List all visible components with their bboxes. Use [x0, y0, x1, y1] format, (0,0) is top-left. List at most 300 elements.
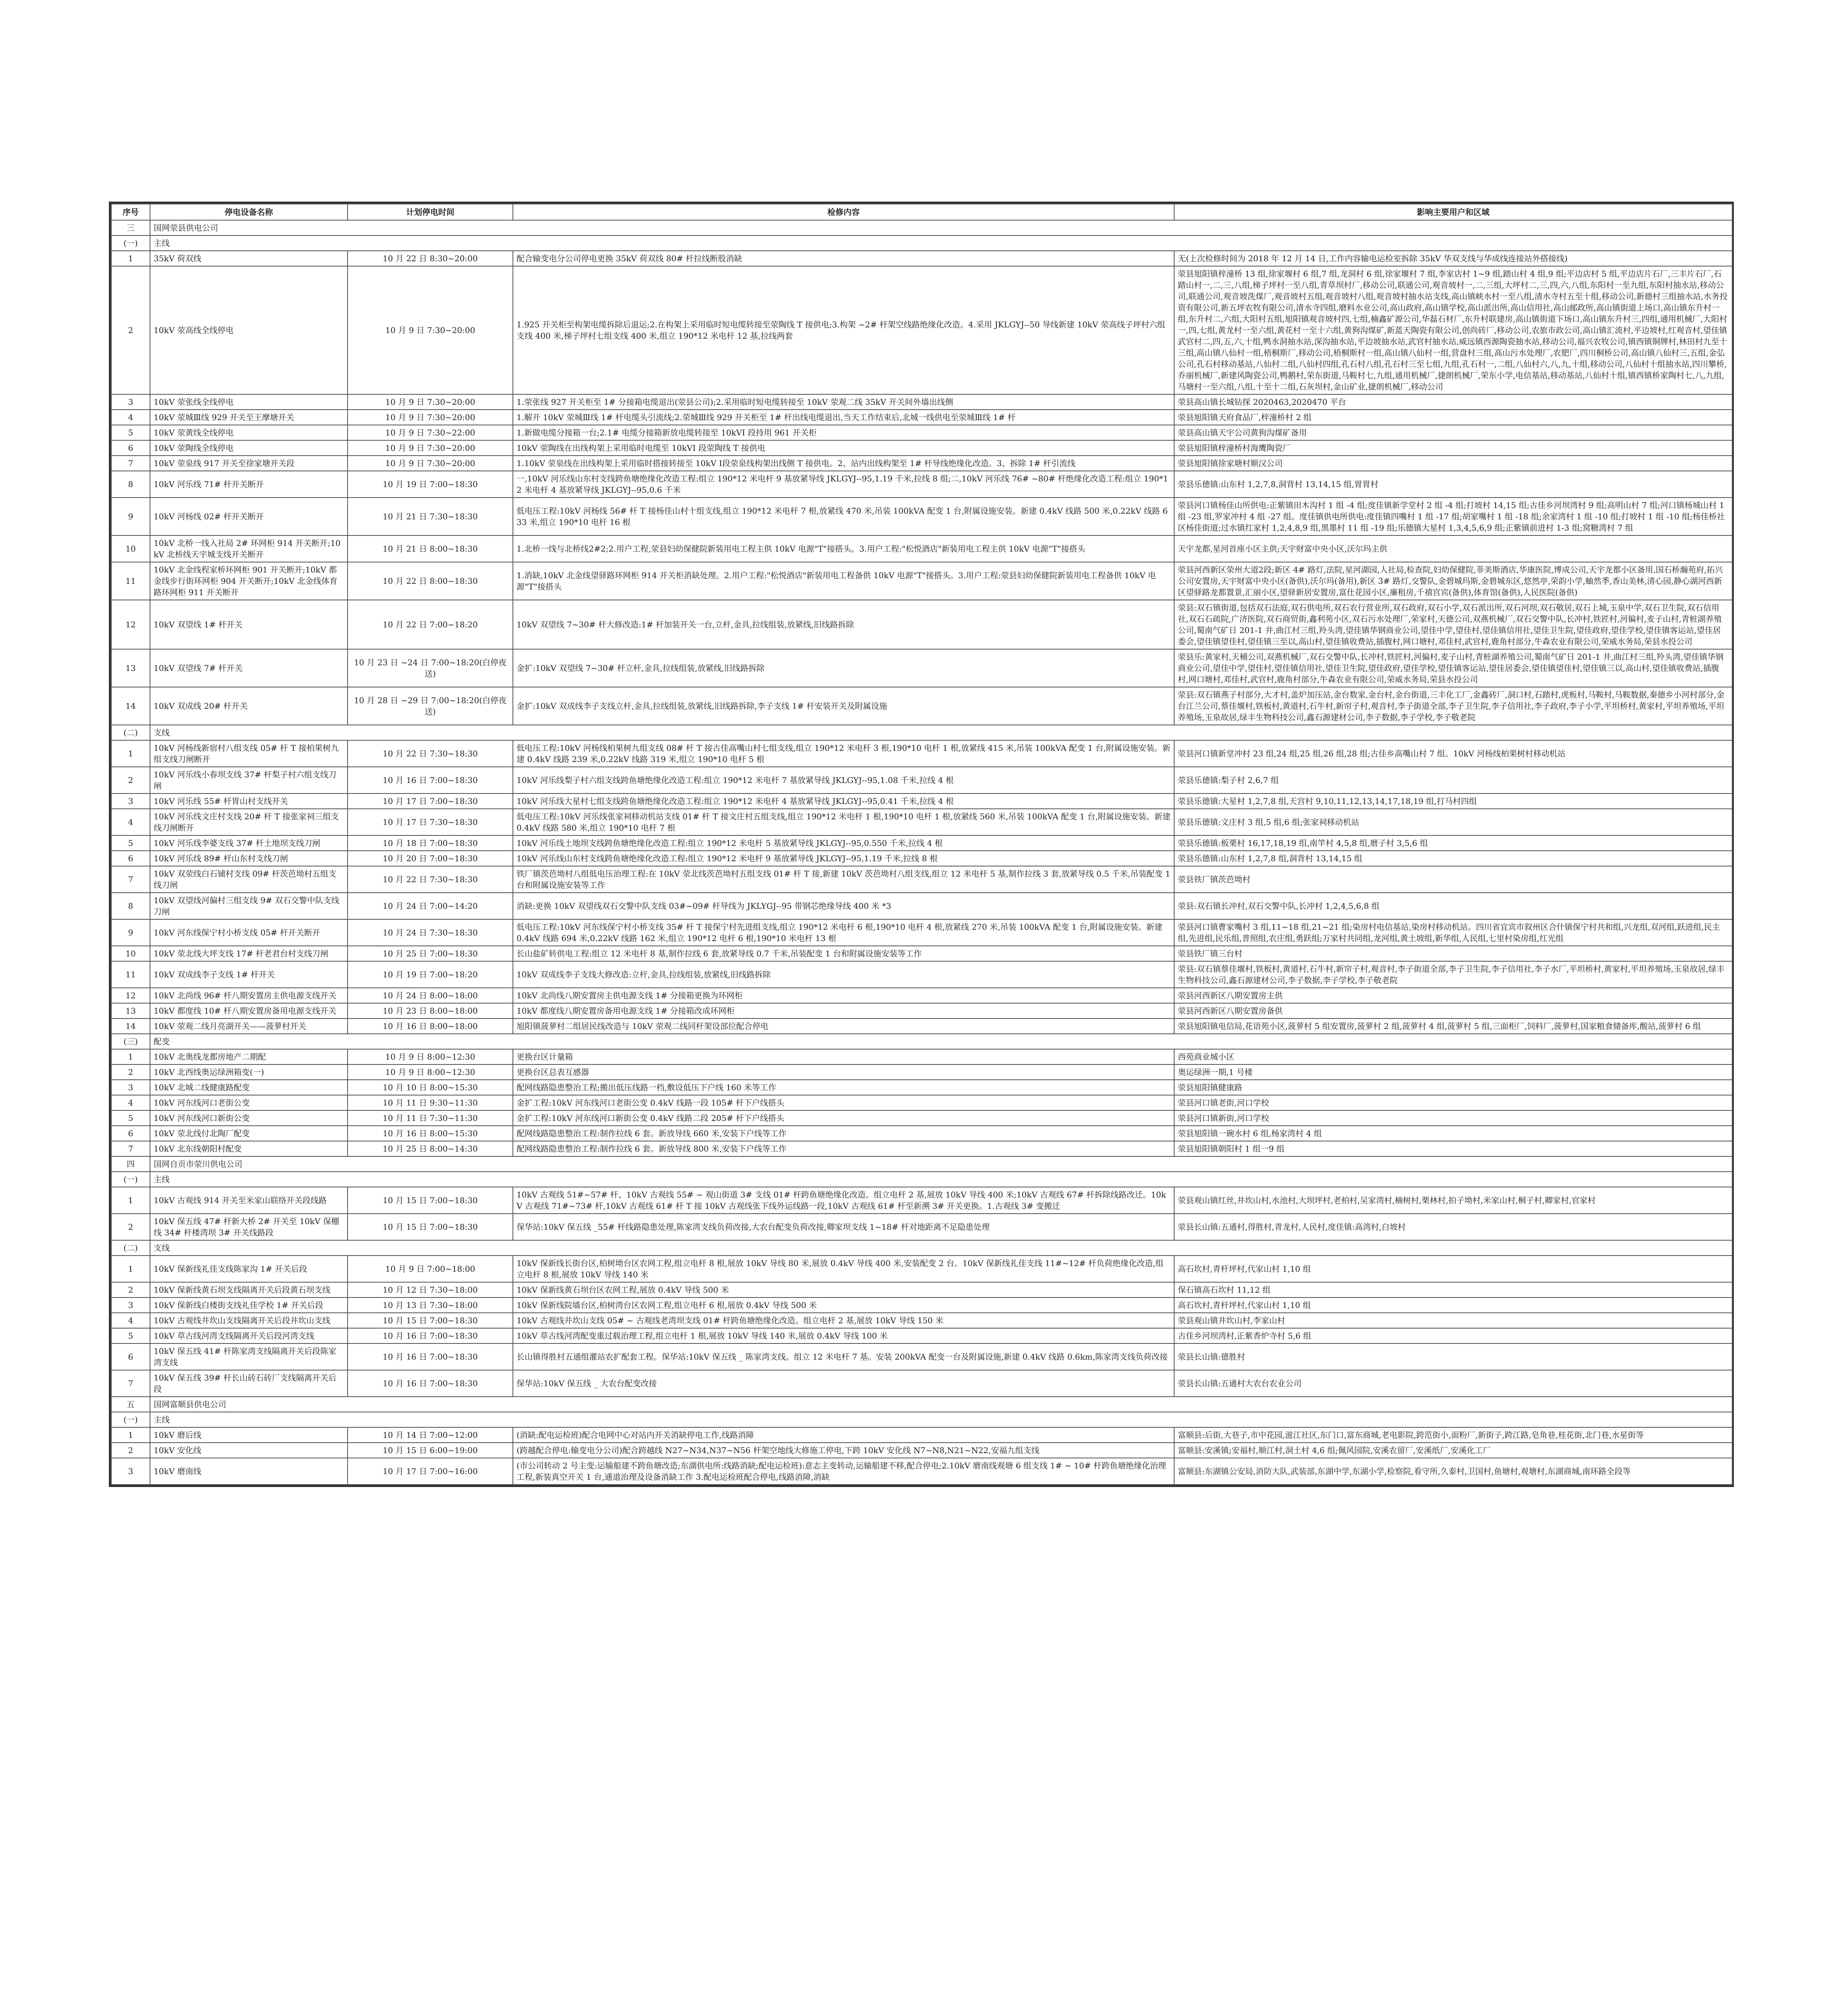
cell-time: 10 月 9 日 7:30~20:00	[348, 394, 513, 410]
cell-work: 10kV 保新线黄石坝台区农网工程,展放 0.4kV 导线 500 米	[513, 1282, 1174, 1297]
section-index: 五	[111, 1397, 150, 1412]
cell-time: 10 月 9 日 7:30~20:00	[348, 266, 513, 394]
table-row	[111, 1370, 1732, 1397]
cell-device: 10kV 荥张线全线停电	[150, 394, 348, 410]
subsection-row	[111, 1172, 1732, 1187]
cell-affected: 古佳乡河坝湾村,正紫香炉寺村 5,6 组	[1174, 1328, 1732, 1343]
cell-affected: 荥县旭阳镇梓潼桥村海鹰陶瓷厂	[1174, 440, 1732, 456]
cell-work: 10kV 河乐线梨子村六组支线跨鱼塘绝缘化改造工程:组立 190*12 米电杆 7 基放紧导线 JKLGYJ--95,1.08 千米,拉线 4 根	[513, 767, 1174, 793]
cell-time: 10 月 14 日 7:00~12:00	[348, 1427, 513, 1443]
cell-time: 10 月 16 日 7:00~18:30	[348, 1328, 513, 1343]
cell-device: 10kV 双成线李子支线 1# 杆开关	[150, 961, 348, 988]
cell-affected: 荥县旭阳镇天府食品厂,梓潼桥村 2 组	[1174, 410, 1732, 425]
cell-time: 10 月 22 日 7:30~18:30	[348, 740, 513, 767]
cell-device: 10kV 保五线 41# 杆陈家湾支线隔离开关后段陈家湾支线	[150, 1343, 348, 1370]
cell-time: 10 月 18 日 7:00~18:30	[348, 835, 513, 851]
subsection-row	[111, 1412, 1732, 1427]
cell-affected: 荥县河西新区八期安置房主供	[1174, 988, 1732, 1003]
cell-affected: 荥县:双石镇蔡佳堰村,铁板村,黄道村,石牛村,新帘子村,观音村,李子街道全部,李子卫生院,李子信用社,李子水厂,平坦桥村,黄家村,平坦养殖场,玉泉故居,绿丰生物科技公司,鑫石源建材公司,李子数据,李子学校,李子敬老院	[1174, 961, 1732, 988]
cell-device: 10kV 保新线白楼街支线礼佳学校 1# 开关后段	[150, 1297, 348, 1313]
cell-time: 10 月 23 日 ~24 日 7:00~18:20(白停夜送)	[348, 649, 513, 687]
cell-work: 10kV 古观线 51#~57# 杆、10kV 古观线 55# ~ 观山街道 3# 支线 01# 杆跨鱼塘绝缘化改造。组立电杆 2 基,展放 10kV 导线 400 米;10kV 古观线 67# 杆拆除线路改迁。10kV 古观线 71#~73# 杆,10kV 古观线 61# 杆 T 接 10kV 古观线张下线外运线路一段,10kV 古观线 61# 杆至新溯 3# 开关更换。1.古观线 3# 变搬迁	[513, 1187, 1174, 1214]
cell-device: 10kV 河东线保宁村小桥支线 05# 杆开关断开	[150, 919, 348, 946]
cell-work: 10kV 都度线八期安置房备用电源支线 1# 分接箱改成环网柜	[513, 1003, 1174, 1018]
cell-time: 10 月 16 日 7:00~18:30	[348, 767, 513, 793]
cell-index: 10	[111, 535, 150, 562]
cell-work: 10kV 河乐线山东村支线跨鱼塘绝缘化改造工程:组立 190*12 米电杆 9 基放紧导线 JKLGYJ--95,1.19 千米,拉线 8 根	[513, 851, 1174, 866]
cell-work: 一,10kV 河乐线山东村支线跨鱼塘绝缘化改造工程:组立 190*12 米电杆 9 基放紧导线 JKLGYJ--95,1.19 千米,拉线 8 组;二,10kV 河乐线 76# ~80# 杆绝缘化改造工程:组立 190*12 米电杆 4 基放紧导线 JKLGYJ--95,0.6 千米	[513, 471, 1174, 498]
cell-device: 10kV 河乐线 89# 杆山东村支线刀闸	[150, 851, 348, 866]
cell-index: 2	[111, 767, 150, 793]
cell-affected: 荥县乐德镇:山东村 1,2,7,8 组,洞背村 13,14,15 组	[1174, 851, 1732, 866]
header-affected: 影响主要用户和区域	[1174, 204, 1732, 220]
cell-time: 10 月 25 日 8:00~14:30	[348, 1141, 513, 1156]
cell-affected: 荥县旭阳镇健康路	[1174, 1080, 1732, 1095]
cell-work: 1.北桥一线与北桥线2#2;2.用户工程,荥县妇幼保健院新装用电工程主供 10kV 电源"T"接搭头。3.用户工程:"松悦酒店"新装用电工程主供 10kV 电源"T"接搭头	[513, 535, 1174, 562]
cell-index: 6	[111, 1343, 150, 1370]
cell-device: 10kV 荥黄线全线停电	[150, 425, 348, 440]
cell-time: 10 月 12 日 7:30~18:00	[348, 1282, 513, 1297]
table-row	[111, 767, 1732, 793]
cell-affected: 荥县河西新区荥州大道2段;新区 4# 路灯,法院,星河湖园,人社局,检查院,妇幼保健院,菲美斯酒店,华康医院,博成公司,天宇龙都小区备用,国石桥瀚苑府,拓兴公司安置房,天宇财富中央小区(备供),沃尔玛(备用),新区 3# 路灯,交警队,金碧城玛斯,金碧城东区,悠然亭,荣韵小学,蚰然季,香山美林,清心园,静心湖河西新区望驿路龙都置景,汇丽小区,望驿新居安置房,富仕花园小区,廉租房,千禧宫宾(备供),体育馆(备供),人民医院(备供)	[1174, 562, 1732, 600]
cell-work: 金扩:10kV 双望线 7~30# 杆立杆,金具,拉线组装,放紧线,旧线路拆除	[513, 649, 1174, 687]
cell-device: 10kV 荥城Ⅲ线 929 开关至王摩塘开关	[150, 410, 348, 425]
cell-device: 10kV 北奥线龙都房地产二期配	[150, 1049, 348, 1064]
cell-device: 10kV 北尚线 96# 杆八期安置房主供电源支线开关	[150, 988, 348, 1003]
cell-index: 5	[111, 1328, 150, 1343]
table-row	[111, 1064, 1732, 1080]
table-row	[111, 988, 1732, 1003]
cell-work: 1.10kV 荥泉线在出线构架上采用临时搭接转接至 10kV Ⅰ段荥泉线构架出线侧 T 接供电。2、站内出线构架至 1# 杆导线绝缘化改造。3、拆除 1# 杆引流线	[513, 456, 1174, 471]
table-row	[111, 809, 1732, 835]
table-row	[111, 1282, 1732, 1297]
cell-work: 金扩:10kV 双成线李子支线立杆,金具,拉线组装,放紧线,旧线路拆除,李子支线 1# 杆安装开关及附属设施	[513, 687, 1174, 725]
cell-time: 10 月 21 日 8:00~18:30	[348, 535, 513, 562]
table-row	[111, 793, 1732, 809]
cell-affected: 荥县观山镇井坎山村,李家山村	[1174, 1313, 1732, 1328]
table-row	[111, 410, 1732, 425]
table-row	[111, 394, 1732, 410]
cell-work: 低电压工程:10kV 河杨线 56# 杆 T 接杨佳山村十组支线,组立 190*12 米电杆 7 根,放紧线 470 米,吊装 100kVA 配变 1 台,附属设施安装。新建 0.4kV 线路 500 米,0.22kV 线路 633 米,组立 190*10 电杆 16 根	[513, 498, 1174, 535]
cell-work: 1.新做电缆分接箱一台;2.1# 电缆分接箱新放电缆转接至 10kVI 段持用 961 开关柜	[513, 425, 1174, 440]
cell-work: 10kV 保新线长街台区,柏树坳台区农网工程,组立电杆 8 根,展放 10kV 导线 80 米,展放 0.4kV 导线 400 米,安装配变 2 台。10kV 保新线礼佳支线 11#~12# 杆负荷绝缘化改造,组立电杆 8 根,展放 10kV 导线 140 米	[513, 1256, 1174, 1282]
cell-affected: 高石坎村,青杆坪村,代家山村 1,10 组	[1174, 1256, 1732, 1282]
cell-work: 铁厂镇茨芭坳村八组低电压治理工程:在 10kV 荥北线茨芭坳村五组支线 01# 杆 T 接,新建 10kV 茨芭坳村八组支线,组立 12 米电杆 5 基,制作拉线 3 套,放紧导线 0.5 千米,吊装配变 1 台和附属设施安装等工作	[513, 866, 1174, 893]
cell-affected: 西苑商业城小区	[1174, 1049, 1732, 1064]
section-title: 配变	[150, 1034, 1732, 1049]
cell-time: 10 月 15 日 7:00~18:30	[348, 1187, 513, 1214]
cell-affected: 荥县旭阳镇梓潼桥 13 组,徐家堰村 6 组,7 组,龙洞村 6 组,徐家堰村 7 组,李家店村 1~9 组,踏山村 4 组,9 组;平边店村 5 组,平边店片石厂,三丰片石厂,石踏山村一,二,三,八组,梯子坪村一至八组,青草坝村厂,移动公司,联通公司,观音坡村一,二,三组,大坪村二,三,四,六,八组,东阳村一至九组,东阳村抽水站,移动公司,联通公司,观音坡洗煤厂,观音坡村五组,观音坡村八组,观音坡村抽水站支线,高山镇峡水村一至八组,清水寺村五至十组,移动公司,新德村三组抽水站,水务投资有限公司,新五坪农牧有限公司,清水寺四组,磨料水业公司,高山政府,高山镇学校,高山派出所,高山信用社,高山邮政所,高山镇街道上场口,高山镇东升村一组,东升村二,六组,大阳村五组,旭阳镇观音坡村四,七组,楠鑫矿源公司,华磊石材厂,东升村联建房,高山镇街道下场口,高山镇东升村三,四组,通用机械厂,大阳村一,四,七组,黄龙村一至六组,黄花村一至十六组,黄狗沟煤矿,新蓝天陶瓷有限公司,创尚砖厂,移动公司,农旅市政公司,高山镇汇流村,平边坡村,红观音村,望佳镇武官村二,四,五,六,十组,鸭水洞抽水站,深沟抽水站,平边坡抽水站,武官村抽水站,威远镇西源陶瓷抽水站,移动公司,福兴农牧公司,镇西镇铜牌村,林田村九至十三组,高山镇八仙村一组,梧桐斯厂,移动公司,梧桐斯村一组,高山镇八仙村一组,营盘村三组,高山污水处理厂,农肥厂,四川桐桥公司,高山镇八仙村三,五组,金弘公司,孔石村移动基站,八仙村二组,八仙村四组,孔石村八组,孔石村三至七组,九组,孔石村一,二组,八仙村六,八,九,十组,移动公司,八仙村十组抽水站,四川攀桥,乔丽机械厂,新建风陶瓷公司,鸭鹅村,荣东街道,马鞍村七,九组,通用机械厂,捷朗机械厂,荣东小学,电信基站,移动基站,八仙村十组,镇西镇桥家陶村七,八,九组,马塘村一至六组,八组,十至十二组,石灰坝村,金山矿业,捷朗机械厂,移动公司	[1174, 266, 1732, 394]
cell-work: 旭阳镇菠萝村二组居民线改造与 10kV 荥观二线同杆架设部位配合停电	[513, 1018, 1174, 1034]
cell-work: 10kV 河乐线土地坝支线跨鱼塘绝缘化改造工程:组立 190*12 米电杆 5 基放紧导线 JKLGYJ--95,0.550 千米,拉线 4 根	[513, 835, 1174, 851]
cell-device: 10kV 北东线朝阳村配变	[150, 1141, 348, 1156]
cell-index: 3	[111, 394, 150, 410]
cell-device: 10kV 双望线 1# 杆开关	[150, 600, 348, 649]
table-row	[111, 1003, 1732, 1018]
cell-work: 更换台区总表互感器	[513, 1064, 1174, 1080]
cell-time: 10 月 9 日 8:00~12:30	[348, 1049, 513, 1064]
cell-index: 3	[111, 1297, 150, 1313]
cell-affected: 高石坎村,青杆坪村,代家山村 1,10 组	[1174, 1297, 1732, 1313]
header-time: 计划停电时间	[348, 204, 513, 220]
cell-index: 7	[111, 1141, 150, 1156]
cell-work: 长山镇得胜村五通组灌站农扩配套工程。保华站:10kV 保五线 _ 陈家湾支线。组立 12 米电杆 7 基。安装 200kVA 配变一台及附属设施,新建 0.4kV 线路 0.6km,陈家湾支线负荷改接	[513, 1343, 1174, 1370]
cell-time: 10 月 15 日 7:00~18:30	[348, 1214, 513, 1240]
cell-time: 10 月 9 日 7:00~18:00	[348, 1256, 513, 1282]
cell-affected: 荥县观山镇红丝,井坎山村,水池村,大坝坪村,老柏村,吴家湾村,楠树村,栗林村,拍子坳村,米家山村,桐子村,卿家村,官家村	[1174, 1187, 1732, 1214]
cell-work: 1.消缺,10kV 北金线望驿路环网柜 914 开关柜消缺处理。2.用户工程:"松悦酒店"新装用电工程备供 10kV 电源"T"接搭头。3.用户工程:荥县妇幼保健院新装用电工程备供 10kV 电源"T"接搭头	[513, 562, 1174, 600]
cell-device: 10kV 荥泉线 917 开关至徐家塘开关段	[150, 456, 348, 471]
cell-index: 14	[111, 687, 150, 725]
cell-index: 12	[111, 988, 150, 1003]
subsection-row	[111, 725, 1732, 740]
cell-affected: 荥县长山镇:德胜村	[1174, 1343, 1732, 1370]
cell-device: 10kV 磨后线	[150, 1427, 348, 1443]
cell-device: 10kV 荥观二线月亮湖开关——菠萝村开关	[150, 1018, 348, 1034]
table-row	[111, 600, 1732, 649]
section-row	[111, 1156, 1732, 1172]
cell-device: 10kV 双望线河偏村三组支线 9# 双石交警中队支线刀闸	[150, 893, 348, 919]
cell-affected: 荥县高山镇天宇公司黄狗沟煤矿备用	[1174, 425, 1732, 440]
cell-device: 10kV 河乐线李婆支线 37# 杆土地坝支线刀闸	[150, 835, 348, 851]
cell-work: 配网线路隐患整治工程:制作拉线 6 套。新放导线 660 米,安装下户线等工作	[513, 1126, 1174, 1141]
cell-index: 3	[111, 1458, 150, 1485]
section-title: 支线	[150, 1240, 1732, 1256]
cell-index: 1	[111, 1187, 150, 1214]
cell-affected: 荥县河西新区八期安置房备供	[1174, 1003, 1732, 1018]
cell-work: 配网线路隐患整治工程:制作拉线 6 套。新放导线 800 米,安装下户线等工作	[513, 1141, 1174, 1156]
cell-time: 10 月 19 日 7:00~18:30	[348, 471, 513, 498]
section-index: 三	[111, 220, 150, 235]
cell-affected: 荥县河口镇新堂冲村 23 组,24 组,25 组,26 组,28 组;古佳乡高嘴山村 7 组。10kV 河杨线柏果树村移动机站	[1174, 740, 1732, 767]
cell-time: 10 月 11 日 7:30~11:30	[348, 1110, 513, 1126]
cell-time: 10 月 10 日 8:00~15:30	[348, 1080, 513, 1095]
cell-work: 10kV 保新线院墙台区,柏树湾台区农网工程,组立电杆 6 根,展放 0.4kV 导线 500 米	[513, 1297, 1174, 1313]
cell-device: 10kV 河杨线 02# 杆开关断开	[150, 498, 348, 535]
cell-index: 11	[111, 961, 150, 988]
cell-index: 4	[111, 809, 150, 835]
table-row	[111, 1328, 1732, 1343]
cell-time: 10 月 16 日 7:00~18:30	[348, 1370, 513, 1397]
cell-work: 10kV 双成线李子支线大修改造:立杆,金具,拉线组装,放紧线,旧线路拆除	[513, 961, 1174, 988]
cell-affected: 富顺县:东湖镇公安局,消防大队,武装部,东湖中学,东湖小学,检察院,看守所,久泰村,卫国村,鱼塘村,观塘村,东湖商城,南环路全段等	[1174, 1458, 1732, 1485]
cell-affected: 荥县旭阳镇朝阳村 1 组一9 组	[1174, 1141, 1732, 1156]
cell-affected: 荥县高山镇长城钻探 2020463,2020470 平台	[1174, 394, 1732, 410]
table-row	[111, 1458, 1732, 1485]
cell-device: 10kV 河杨线新宿村八组支线 05# 杆 T 接柏果树九组支线刀闸断开	[150, 740, 348, 767]
cell-work: 低电压工程:10kV 河乐线张家祠移动机站支线 01# 杆 T 接文庄村五组支线,组立 190*12 米电杆 1 根,190*10 电杆 1 根,放紧线 560 米,吊装 100kVA 配变 1 台,附属设施安装。新建 0.4kV 线路 580 米,组立 190*10 电杆 7 根	[513, 809, 1174, 835]
table-row	[111, 471, 1732, 498]
cell-affected: 荥县河口镇新街,河口学校	[1174, 1110, 1732, 1126]
cell-affected: 无(上次检修时间为 2018 年 12 月 14 日,工作内容输电运检室拆除 35kV 华双支线与华成线连接站外搭接线)	[1174, 251, 1732, 266]
table-row	[111, 1343, 1732, 1370]
cell-device: 10kV 双成线 20# 杆开关	[150, 687, 348, 725]
table-row	[111, 687, 1732, 725]
cell-time: 10 月 17 日 7:00~18:30	[348, 793, 513, 809]
section-row	[111, 220, 1732, 235]
cell-device: 10kV 保新线礼佳支线陈家沟 1# 开关后段	[150, 1256, 348, 1282]
cell-work: 10kV 河乐线大星村七组支线跨鱼塘绝缘化改造工程:组立 190*12 米电杆 4 基放紧导线 JKLGYJ--95,0.41 千米,拉线 4 根	[513, 793, 1174, 809]
table-row	[111, 1187, 1732, 1214]
cell-time: 10 月 28 日 ~29 日 7:00~18:20(白停夜送)	[348, 687, 513, 725]
cell-device: 10kV 古观线 914 开关至米家山联络开关段线路	[150, 1187, 348, 1214]
cell-device: 10kV 荥陶线全线停电	[150, 440, 348, 456]
table-row	[111, 1214, 1732, 1240]
cell-index: 5	[111, 835, 150, 851]
cell-index: 1	[111, 740, 150, 767]
cell-time: 10 月 15 日 7:00~18:30	[348, 1313, 513, 1328]
table-row	[111, 440, 1732, 456]
cell-work: (市公司转动 2 号主变:运输船建不跨鱼塘改造;东湖供电所:线路消缺;配电运检班):意志主变转动,运输船建不移,配合停电;2.10kV 磨南线观塘 6 组支线 1# ~ 10# 杆跨鱼塘绝缘化治理工程,新装真空开关 1 台,通道治理及设备消缺工作 3.配电运检班配合停电,线路消障,消缺	[513, 1458, 1174, 1485]
cell-work: 金扩工程:10kV 河东线河口老街公变 0.4kV 线路一段 105# 杆下户线搭头	[513, 1095, 1174, 1110]
cell-work: (消缺:配电运检班)配合电网中心对站内开关消缺停电工作,线路消障	[513, 1427, 1174, 1443]
table-header-row	[111, 204, 1732, 220]
cell-time: 10 月 9 日 7:30~20:00	[348, 440, 513, 456]
cell-time: 10 月 24 日 8:00~18:00	[348, 988, 513, 1003]
table-row	[111, 1443, 1732, 1458]
table-row	[111, 1256, 1732, 1282]
cell-work: 10kV 北尚线八期安置房主供电源支线 1# 分接箱更换为环网柜	[513, 988, 1174, 1003]
cell-index: 8	[111, 471, 150, 498]
cell-time: 10 月 17 日 7:30~18:30	[348, 809, 513, 835]
table-row	[111, 1126, 1732, 1141]
cell-affected: 富顺县:安溪镇;安福村,顺江村,洞土村 4,6 组;佩风园院,安溪农留厂,安溪纸厂,安溪化工厂	[1174, 1443, 1732, 1458]
table-row	[111, 893, 1732, 919]
cell-index: 3	[111, 793, 150, 809]
cell-index: 4	[111, 1095, 150, 1110]
cell-work: 配合输变电分公司停电更换 35kV 荷双线 80# 杆拉线断股消缺	[513, 251, 1174, 266]
table-body	[111, 220, 1732, 1485]
outage-table	[111, 204, 1733, 1485]
cell-device: 10kV 安化线	[150, 1443, 348, 1458]
cell-affected: 荥县:双石镇街道,包括双石法庭,双石供电所,双石农行营业所,双石政府,双石小学,双石派出所,双石河坝,双石敬居,双石上城,玉泉中学,双石卫生院,双石信用社,双石石疏院,广济医院,双石商贸街,鑫利苑小区,双石污水处理厂,荣家村,天德公司,双燕机械厂,双石交警中队,长冲村,铁匠村,河偏村,麦子山村,青桩湖养殖公司,蜀南气矿日 201-1 井,曲江村三组,羚头湾,望佳镇华钢商业公司,望佳中学,望佳村,望佳镇信用社,望佳卫生院,望佳政府,望佳学校,望佳镇客运站,望佳居委会,望佳镇望佳村,望佳镇三至以,高山村,望佳镇收费站,插腹村,网口塘村,邓佳村,武官村,鹿角村部分,牛森农业有限公司,荣威水务局,荣县水投公司	[1174, 600, 1732, 649]
cell-affected: 荥县铁厂镇茨芭坳村	[1174, 866, 1732, 893]
cell-affected: 保石镇高石坎村 11,12 组	[1174, 1282, 1732, 1297]
table-row	[111, 1110, 1732, 1126]
cell-affected: 荥县旭阳镇一碗水村 6 组,杨家湾村 4 组	[1174, 1126, 1732, 1141]
cell-device: 10kV 古观线井坎山支线隔离开关后段井坎山支线	[150, 1313, 348, 1328]
table-row	[111, 961, 1732, 988]
subsection-row	[111, 1034, 1732, 1049]
cell-work: 10kV 古观线井坎山支线 05# ~ 古观线老湾坝支线 01# 杆跨鱼塘绝缘化改造。组立电杆 2 基,展放 10kV 导线 150 米	[513, 1313, 1174, 1328]
cell-affected: 荥县长山镇:五通村,得胜村,青龙村,人民村,度佳镇:高湾村,白坡村	[1174, 1214, 1732, 1240]
cell-device: 10kV 河乐线 55# 杆胃山村支线开关	[150, 793, 348, 809]
cell-work: 配网线路隐患整治工程;搬出低压线路一档,敷设低压下户线 160 米等工作	[513, 1080, 1174, 1095]
cell-time: 10 月 20 日 7:00~18:30	[348, 851, 513, 866]
cell-index: 10	[111, 946, 150, 961]
cell-device: 10kV 双望线 7# 杆开关	[150, 649, 348, 687]
table-row	[111, 498, 1732, 535]
cell-index: 4	[111, 1313, 150, 1328]
section-title: 主线	[150, 1172, 1732, 1187]
cell-time: 10 月 16 日 8:00~15:30	[348, 1126, 513, 1141]
cell-affected: 荥县乐德镇:文庄村 3 组,5 组,6 组;张家祠移动机站	[1174, 809, 1732, 835]
section-title: 国网自贡市荥川供电公司	[150, 1156, 1732, 1172]
cell-affected: 天宇龙都,星河首座小区主供;天宇财富中央小区,沃尔玛主供	[1174, 535, 1732, 562]
section-index: (一)	[111, 1172, 150, 1187]
cell-work: 更换台区计量箱	[513, 1049, 1174, 1064]
section-row	[111, 1397, 1732, 1412]
cell-index: 11	[111, 562, 150, 600]
cell-time: 10 月 19 日 7:00~18:20	[348, 961, 513, 988]
table-row	[111, 740, 1732, 767]
cell-index: 12	[111, 600, 150, 649]
cell-index: 1	[111, 251, 150, 266]
cell-device: 10kV 荥北线付北陶厂配变	[150, 1126, 348, 1141]
cell-device: 10kV 河东线河口新街公变	[150, 1110, 348, 1126]
table-row	[111, 1049, 1732, 1064]
cell-time: 10 月 13 日 7:30~18:00	[348, 1297, 513, 1313]
section-title: 主线	[150, 235, 1732, 251]
cell-time: 10 月 25 日 7:00~18:30	[348, 946, 513, 961]
cell-index: 2	[111, 1064, 150, 1080]
cell-index: 6	[111, 440, 150, 456]
section-title: 支线	[150, 725, 1732, 740]
cell-index: 1	[111, 1427, 150, 1443]
cell-affected: 荥县乐德镇:山东村 1,2,7,8,洞背村 13,14,15 组,胃胃村	[1174, 471, 1732, 498]
table-row	[111, 1141, 1732, 1156]
cell-time: 10 月 24 日 7:30~18:30	[348, 919, 513, 946]
cell-device: 10kV 荥北线大坪支线 17# 杆老君台村支线刀闸	[150, 946, 348, 961]
cell-device: 35kV 荷双线	[150, 251, 348, 266]
cell-affected: 荥县旭阳镇电信局,花语苑小区,菠萝村 5 组安置房,菠萝村 2 组,菠萝村 4 组,菠萝村 5 组,三面柜厂,饲料厂,菠萝村,国家粮食储备库,酸站,菠萝村 6 组	[1174, 1018, 1732, 1034]
header-device: 停电设备名称	[150, 204, 348, 220]
table-row	[111, 851, 1732, 866]
cell-index: 7	[111, 1370, 150, 1397]
cell-device: 10kV 河乐线小春坝支线 37# 杆梨子村六组支线刀闸	[150, 767, 348, 793]
cell-work: 低电压工程:10kV 河杨线柏果树九组支线 08# 杆 T 接古佳高嘴山村七组支线,组立 190*12 米电杆 3 根,190*10 电杆 1 根,放紧线 415 米,吊装 100kVA 配变 1 台,附属设施安装。新建 0.4kV 线路 239 米,0.22kV 线路 319 米,组立 190*10 电杆 5 根	[513, 740, 1174, 767]
cell-index: 6	[111, 851, 150, 866]
cell-device: 10kV 北金线程家桥环网柜 901 开关断开;10kV 都金线步行街环网柜 904 开关断开;10kV 北金线体育路环网柜 911 开关断开	[150, 562, 348, 600]
cell-time: 10 月 17 日 7:00~16:00	[348, 1458, 513, 1485]
cell-affected: 荥县乐德镇:梨子村 2,6,7 组	[1174, 767, 1732, 793]
cell-index: 7	[111, 456, 150, 471]
cell-time: 10 月 9 日 7:30~20:00	[348, 456, 513, 471]
table-row	[111, 919, 1732, 946]
section-index: (二)	[111, 1240, 150, 1256]
cell-device: 10kV 河东线河口老街公变	[150, 1095, 348, 1110]
cell-device: 10kV 北西线奥运绿洲箱变(一)	[150, 1064, 348, 1080]
table-row	[111, 835, 1732, 851]
cell-index: 14	[111, 1018, 150, 1034]
table-row	[111, 1018, 1732, 1034]
cell-time: 10 月 16 日 7:00~18:30	[348, 1343, 513, 1370]
cell-work: 长山盐矿转供电工程:组立 12 米电杆 8 基,制作拉线 6 套,放紧导线 0.7 千米,吊装配变 1 台和附属设施安装等工作	[513, 946, 1174, 961]
cell-work: 10kV 双望线 7~30# 杆大修改造:1# 杆加装开关一台,立杆,金具,拉线组装,放紧线,旧线路拆除	[513, 600, 1174, 649]
subsection-row	[111, 235, 1732, 251]
cell-affected: 富顺县:后街,大巷子,市中花园,滋江社区,东门口,富东商城,老电影院,跨范街小,面粉厂,新街子,跨江路,皂角巷,桂花街,北门巷,水星街等	[1174, 1427, 1732, 1443]
cell-index: 1	[111, 1256, 150, 1282]
table-row	[111, 1297, 1732, 1313]
section-title: 国网荥县供电公司	[150, 220, 1732, 235]
cell-affected: 荥县:双石镇长冲村,双石交警中队,长冲村 1,2,4,5,6,8 组	[1174, 893, 1732, 919]
cell-time: 10 月 22 日 7:00~18:20	[348, 600, 513, 649]
cell-index: 8	[111, 893, 150, 919]
cell-work: 10kV 荥陶线在出线构架上采用临时电缆至 10kVI 段荥陶线 T 接供电	[513, 440, 1174, 456]
cell-time: 10 月 9 日 8:00~12:30	[348, 1064, 513, 1080]
cell-device: 10kV 北桥一线入社局 2# 环网柜 914 开关断开;10kV 北桥线天宇城支线开关断开	[150, 535, 348, 562]
cell-affected: 荥县旭阳镇徐家塘村顺汉公司	[1174, 456, 1732, 471]
table-row	[111, 946, 1732, 961]
cell-device: 10kV 保五线 47# 杆新大桥 2# 开关至 10kV 保棚线 34# 杆楼湾坝 3# 开关线路段	[150, 1214, 348, 1240]
cell-time: 10 月 22 日 8:00~18:30	[348, 562, 513, 600]
cell-index: 5	[111, 425, 150, 440]
section-title: 主线	[150, 1412, 1732, 1427]
cell-affected: 荥县乐德镇:板栗村 16,17,18,19 组,南竿村 4,5,8 组,磨子村 3,5,6 组	[1174, 835, 1732, 851]
cell-affected: 荥县河口镇曹家嘴村 3 组,11~18 组,21~21 组;染房村电信基站,染房村移动机站。四川省宜宾市叙州区合什镇保宁村共和组,兴龙组,双河组,跃进组,民主组,先进组,民乐组,普照组,农庄组,勇跃组;万家村共同组,龙河组,黄土坡组,新华组,人民组,七里村染房组,红光组	[1174, 919, 1732, 946]
cell-affected: 荥县河口镇老街,河口学校	[1174, 1095, 1732, 1110]
cell-device: 10kV 河乐线文庄村支线 20# 杆 T 接张家祠三组支线刀闸断开	[150, 809, 348, 835]
cell-time: 10 月 15 日 6:00~19:00	[348, 1443, 513, 1458]
table-row	[111, 425, 1732, 440]
cell-index: 7	[111, 866, 150, 893]
cell-affected: 荥县河口镇杨佳山所供电:正紫镇田木沟村 1 组 -4 组;度佳镇新学堂村 2 组 -4 组;打坡村 14,15 组;古佳乡河坝湾村 9 组;高明山村 7 组;河口镇杨城山村 1 组 -23 组,罗家冲村 4 组 -27 组。度佳镇供电所供电:度佳镇四嘴村 1 组 -17 组;胡家嘴村 1 组 -18 组;余家湾村 1 组 -10 组;打坡村 1 组 -10 组;杨佳桥社区杨佳街道;过水镇红家村 1,2,4,8,9 组,黑墨村 11 组 -19 组;乐德镇大星村 1,3,4,5,6,9 组;正紫镇前进村 1-3 组;窝糖湾村 7 组	[1174, 498, 1732, 535]
cell-work: 低电压工程:10kV 河东线保宁村小桥支线 35# 杆 T 接保宁村先进组支线,组立 190*12 米电杆 6 根,190*10 电杆 4 根,放紧线 270 米,吊装 100kVA 配变 1 台,附属设施安装。新建 0.4kV 线路 694 米,0.22kV 线路 162 米,组立 190*12 电杆 6 根,190*10 米电杆 13 根	[513, 919, 1174, 946]
section-title: 国网富顺县供电公司	[150, 1397, 1732, 1412]
cell-index: 2	[111, 266, 150, 394]
cell-work: 1.解开 10kV 荥城Ⅲ线 1# 杆电缆头引流线;2.荥城Ⅲ线 929 开关柜至 1# 杆出线电缆退出,当天工作结束后,北城一线供电至荥城Ⅲ线 1# 杆	[513, 410, 1174, 425]
cell-affected: 荥县乐德镇:大星村 1,2,7,8 组,天宫村 9,10,11,12,13,14,17,18,19 组,打马村四组	[1174, 793, 1732, 809]
cell-work: 1.荥张线 927 开关柜至 1# 分接箱电缆退出(荥县公司);2.采用临时短电缆转接至 10kV 荥观二线 35kV 开关间外墙出线侧	[513, 394, 1174, 410]
cell-device: 10kV 磨南线	[150, 1458, 348, 1485]
cell-time: 10 月 9 日 7:30~20:00	[348, 410, 513, 425]
table-row	[111, 649, 1732, 687]
table-row	[111, 535, 1732, 562]
cell-index: 2	[111, 1282, 150, 1297]
cell-work: 金扩工程:10kV 河东线河口新街公变 0.4kV 线路二段 205# 杆下户线搭头	[513, 1110, 1174, 1126]
cell-index: 6	[111, 1126, 150, 1141]
cell-device: 10kV 北城二线健康路配变	[150, 1080, 348, 1095]
table-row	[111, 562, 1732, 600]
cell-index: 2	[111, 1443, 150, 1458]
cell-index: 4	[111, 410, 150, 425]
cell-index: 2	[111, 1214, 150, 1240]
cell-time: 10 月 11 日 9:30~11:30	[348, 1095, 513, 1110]
table-row	[111, 456, 1732, 471]
cell-index: 9	[111, 498, 150, 535]
cell-index: 9	[111, 919, 150, 946]
table-row	[111, 251, 1732, 266]
cell-time: 10 月 21 日 7:30~18:30	[348, 498, 513, 535]
cell-index: 3	[111, 1080, 150, 1095]
cell-affected: 荥县铁厂镇三台村	[1174, 946, 1732, 961]
section-index: (一)	[111, 235, 150, 251]
cell-time: 10 月 9 日 7:30~22:00	[348, 425, 513, 440]
section-index: (二)	[111, 725, 150, 740]
cell-device: 10kV 保新线黄石坝支线隔离开关后段黄石坝支线	[150, 1282, 348, 1297]
cell-time: 10 月 16 日 8:00~18:00	[348, 1018, 513, 1034]
cell-affected: 奥运绿洲一期,1 号楼	[1174, 1064, 1732, 1080]
cell-index: 13	[111, 1003, 150, 1018]
table-row	[111, 1080, 1732, 1095]
cell-device: 10kV 河乐线 71# 杆开关断开	[150, 471, 348, 498]
cell-work: 10kV 草古线河湾配变重过载治理工程,组立电杆 1 根,展放 10kV 导线 140 米,展放 0.4kV 导线 100 米	[513, 1328, 1174, 1343]
cell-index: 5	[111, 1110, 150, 1126]
cell-work: 消缺:更换 10kV 双望线双石交警中队支线 03#~09# 杆导线为 JKLYGJ--95 带钢芯绝缘导线 400 米 *3	[513, 893, 1174, 919]
header-work: 检修内容	[513, 204, 1174, 220]
cell-device: 10kV 双荥线白石铺村支线 09# 杆茨芭坳村五组支线刀闸	[150, 866, 348, 893]
cell-time: 10 月 24 日 7:00~14:20	[348, 893, 513, 919]
cell-work: 保华站:10kV 保五线 _ 大农台配变改接	[513, 1370, 1174, 1397]
cell-work: 保华站:10kV 保五线 _55# 杆线路隐患处理,陈家湾支线负荷改接,大农台配变负荷改接,卿家坝支线 1~18# 杆对地距离不足隐患处理	[513, 1214, 1174, 1240]
cell-time: 10 月 22 日 7:30~18:30	[348, 866, 513, 893]
cell-time: 10 月 23 日 8:00~18:00	[348, 1003, 513, 1018]
table-row	[111, 1313, 1732, 1328]
table-row	[111, 1095, 1732, 1110]
table-row	[111, 1427, 1732, 1443]
cell-affected: 荥县长山镇:五通村大农台农业公司	[1174, 1370, 1732, 1397]
cell-index: 1	[111, 1049, 150, 1064]
